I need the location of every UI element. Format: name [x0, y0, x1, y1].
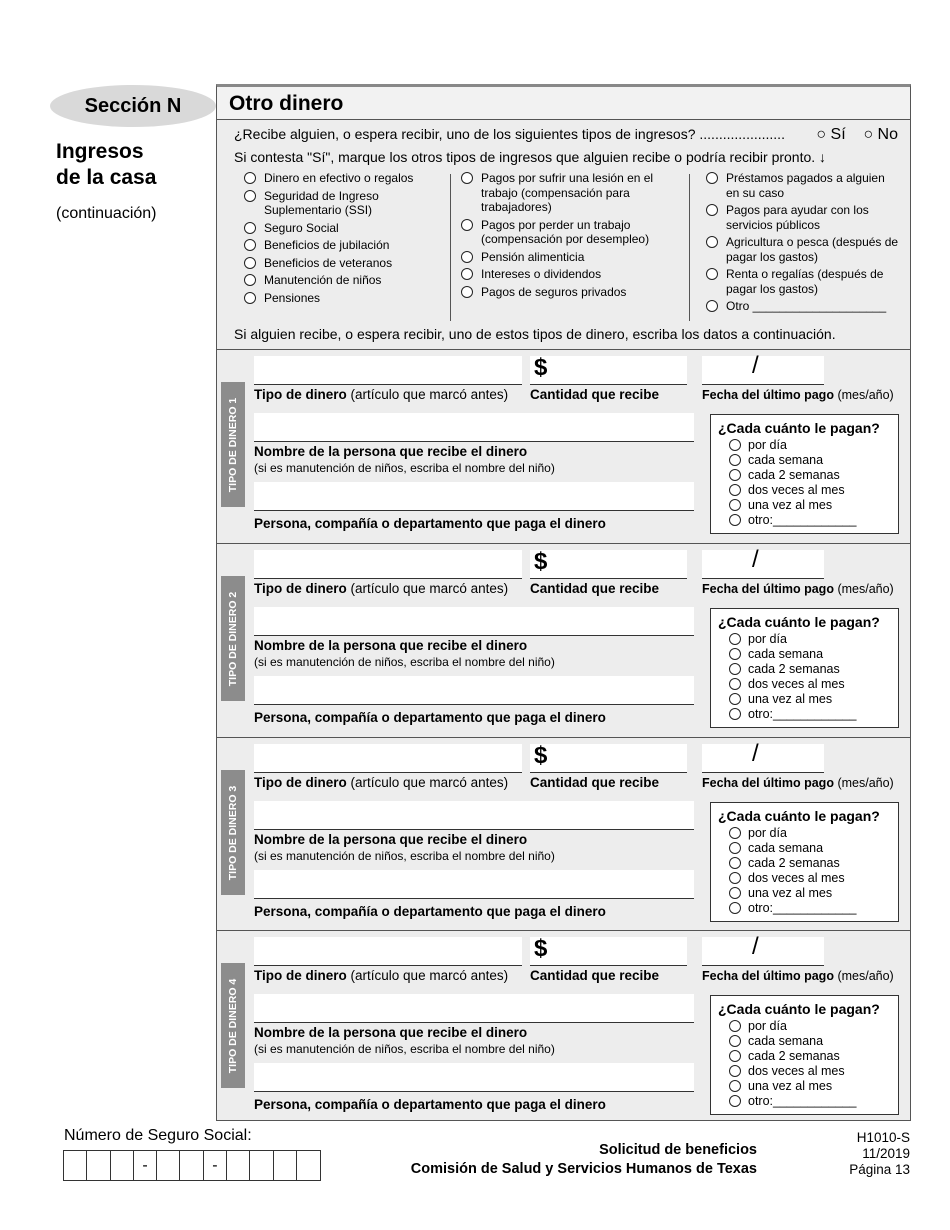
- frequency-title: ¿Cada cuánto le pagan?: [718, 614, 880, 630]
- yes-no-options: [816, 126, 898, 144]
- radio-circle-icon[interactable]: [244, 292, 256, 304]
- ssn-digit[interactable]: [227, 1151, 250, 1180]
- income-type-label: Pensiones: [264, 290, 321, 305]
- income-type-label: Beneficios de jubilación: [264, 238, 390, 252]
- money-type-label-note: (artículo que marcó antes): [350, 581, 509, 596]
- money-type-input[interactable]: [254, 550, 522, 579]
- section-tab-label: TIPO DE DINERO 2: [227, 591, 239, 686]
- amount-label: [530, 581, 659, 596]
- receiver-name-input[interactable]: [254, 994, 694, 1023]
- frequency-option-label: por día: [748, 438, 787, 452]
- radio-circle-icon[interactable]: [729, 1050, 741, 1062]
- receiver-name-note: (si es manutención de niños, escriba el nombre del niño): [254, 461, 555, 475]
- income-type-label: Pagos por perder un trabajo (compensación por desempleo): [481, 217, 650, 246]
- radio-circle-icon[interactable]: [244, 239, 256, 251]
- date-separator: /: [752, 933, 759, 960]
- receiver-name-label-text: Nombre de la persona que recibe el dinero: [254, 444, 528, 459]
- ssn-digit[interactable]: [157, 1151, 180, 1180]
- radio-circle-icon[interactable]: [729, 439, 741, 451]
- payer-label: [254, 904, 606, 919]
- yes-label: Sí: [830, 126, 846, 143]
- frequency-option-label: cada 2 semanas: [748, 1049, 840, 1063]
- income-type-option[interactable]: [244, 189, 454, 218]
- yes-radio[interactable]: ○ Sí: [816, 126, 846, 143]
- money-type-label: [254, 775, 508, 790]
- receiver-name-label: [254, 1025, 527, 1040]
- form-id: H1010-S: [856, 1130, 910, 1145]
- payer-input[interactable]: [254, 676, 694, 705]
- radio-circle-icon[interactable]: [729, 1080, 741, 1092]
- section-tab: [221, 963, 245, 1088]
- radio-circle-icon[interactable]: [729, 857, 741, 869]
- ssn-separator: -: [134, 1151, 157, 1180]
- frequency-option[interactable]: [729, 856, 840, 870]
- frequency-option[interactable]: [729, 1019, 787, 1033]
- radio-circle-icon[interactable]: [729, 1020, 741, 1032]
- frequency-option-label: por día: [748, 1019, 787, 1033]
- frequency-title: ¿Cada cuánto le pagan?: [718, 420, 880, 436]
- income-type-option[interactable]: [244, 171, 454, 186]
- money-type-label-note: (artículo que marcó antes): [350, 968, 509, 983]
- section-title: [56, 139, 156, 191]
- radio-circle-icon[interactable]: [244, 274, 256, 286]
- payer-label-text: Persona, compañía o departamento que paga el dinero: [254, 516, 606, 531]
- payment-frequency-box: [710, 995, 899, 1115]
- frequency-option-label: dos veces al mes: [748, 871, 845, 885]
- amount-label-text: Cantidad que recibe: [530, 581, 660, 596]
- frequency-option[interactable]: [729, 826, 787, 840]
- last-date-label-bold: Fecha del último pago: [702, 582, 834, 596]
- frequency-option[interactable]: [729, 692, 832, 706]
- radio-circle-icon[interactable]: [729, 454, 741, 466]
- section-tab: [221, 576, 245, 701]
- income-type-label: Manutención de niños: [264, 273, 382, 287]
- money-type-label: [254, 968, 508, 983]
- radio-circle-icon[interactable]: [729, 633, 741, 645]
- radio-circle-icon[interactable]: [706, 172, 718, 184]
- radio-circle-icon[interactable]: [729, 827, 741, 839]
- receiver-name-note: (si es manutención de niños, escriba el nombre del niño): [254, 849, 555, 863]
- money-type-label-bold: Tipo de dinero: [254, 581, 347, 596]
- payer-input[interactable]: [254, 1063, 694, 1092]
- frequency-option[interactable]: [729, 1094, 856, 1108]
- section-tab-label: TIPO DE DINERO 4: [227, 978, 239, 1073]
- footer-form-info: [411, 1141, 757, 1179]
- receiver-name-input[interactable]: [254, 607, 694, 636]
- frequency-option[interactable]: [729, 707, 856, 721]
- frequency-option[interactable]: [729, 647, 823, 661]
- radio-circle-icon[interactable]: [706, 300, 718, 312]
- payment-frequency-box: [710, 414, 899, 534]
- frequency-option-label: una vez al mes: [748, 1079, 833, 1093]
- dollar-sign: $: [534, 548, 548, 575]
- amount-label: [530, 775, 659, 790]
- last-payment-date-input[interactable]: [702, 550, 824, 579]
- radio-circle-icon[interactable]: [461, 219, 473, 231]
- ssn-digit[interactable]: [250, 1151, 273, 1180]
- page-number: Página 13: [849, 1162, 910, 1177]
- section-tab: [221, 770, 245, 895]
- radio-circle-icon[interactable]: [706, 236, 718, 248]
- frequency-option-label: una vez al mes: [748, 886, 833, 900]
- radio-circle-icon[interactable]: [729, 1035, 741, 1047]
- receiver-name-label-text: Nombre de la persona que recibe el dinero: [254, 832, 528, 847]
- section-subtitle: (continuación): [56, 205, 157, 222]
- agency-name: Comisión de Salud y Servicios Humanos de Texas: [410, 1161, 757, 1177]
- income-type-option[interactable]: [461, 285, 671, 300]
- receiver-name-label: [254, 638, 527, 653]
- income-type-option[interactable]: [706, 203, 901, 232]
- question-receives-income: [234, 126, 904, 142]
- income-type-option[interactable]: [706, 171, 901, 200]
- receiver-name-note: (si es manutención de niños, escriba el nombre del niño): [254, 655, 555, 669]
- ssn-digit[interactable]: [87, 1151, 110, 1180]
- frequency-option[interactable]: [729, 632, 787, 646]
- receiver-name-input[interactable]: [254, 801, 694, 830]
- last-payment-date-input[interactable]: [702, 356, 824, 385]
- last-payment-date-input[interactable]: [702, 744, 824, 773]
- frequency-option[interactable]: [729, 468, 840, 482]
- frequency-option[interactable]: [729, 453, 823, 467]
- ssn-label: Número de Seguro Social:: [64, 1127, 252, 1144]
- payer-input[interactable]: [254, 482, 694, 511]
- frequency-title: ¿Cada cuánto le pagan?: [718, 808, 880, 824]
- money-type-label: [254, 581, 508, 596]
- income-type-label: Otro ____________________: [726, 299, 887, 313]
- frequency-option[interactable]: [729, 1049, 840, 1063]
- amount-input[interactable]: [530, 550, 687, 579]
- frequency-option-label: dos veces al mes: [748, 1064, 845, 1078]
- arrow-down-icon: ↓: [819, 149, 827, 165]
- question-mark-types: [234, 149, 826, 165]
- dollar-sign: $: [534, 742, 548, 769]
- amount-input[interactable]: [530, 744, 687, 773]
- radio-circle-icon[interactable]: [729, 842, 741, 854]
- income-type-label: Pagos por sufrir una lesión en el trabajo (compensación para trabajadores): [481, 171, 654, 214]
- income-type-label: Seguridad de Ingreso Suplementario (SSI): [264, 188, 379, 217]
- money-type-label-bold: Tipo de dinero: [254, 775, 347, 790]
- money-type-label-note: (artículo que marcó antes): [350, 387, 509, 402]
- amount-input[interactable]: [530, 356, 687, 385]
- radio-circle-icon[interactable]: [729, 648, 741, 660]
- last-payment-date-label: [702, 388, 894, 402]
- money-type-input[interactable]: [254, 937, 522, 966]
- section-title-line2: de la casa: [56, 166, 157, 189]
- payer-label: [254, 710, 606, 725]
- dollar-sign: $: [534, 935, 548, 962]
- radio-circle-icon[interactable]: [461, 286, 473, 298]
- footer-form-meta: [849, 1130, 910, 1178]
- income-type-option[interactable]: [244, 291, 454, 306]
- radio-circle-icon[interactable]: [729, 484, 741, 496]
- income-type-label: Seguro Social: [264, 220, 339, 235]
- section-title-line1: Ingresos: [56, 140, 144, 163]
- frequency-title: ¿Cada cuánto le pagan?: [718, 1001, 880, 1017]
- income-type-option[interactable]: [706, 267, 901, 296]
- no-label: No: [877, 126, 898, 143]
- frequency-option-label: cada semana: [748, 841, 824, 855]
- frequency-option-label: dos veces al mes: [748, 677, 845, 691]
- income-type-option[interactable]: [461, 218, 671, 247]
- radio-circle-icon[interactable]: [729, 499, 741, 511]
- radio-circle-icon[interactable]: [461, 251, 473, 263]
- other-money-panel: [216, 84, 911, 1121]
- date-separator: /: [752, 740, 759, 767]
- radio-circle-icon[interactable]: [706, 268, 718, 280]
- frequency-option[interactable]: [729, 498, 832, 512]
- money-type-section: [217, 737, 910, 931]
- panel-title: Otro dinero: [229, 92, 344, 115]
- frequency-option[interactable]: [729, 513, 856, 527]
- income-type-label: Dinero en efectivo o regalos: [264, 171, 414, 185]
- money-type-label-bold: Tipo de dinero: [254, 968, 347, 983]
- frequency-option-label: otro:____________: [748, 707, 857, 721]
- payer-label: [254, 516, 606, 531]
- amount-label-text: Cantidad que recibe: [530, 387, 660, 402]
- payment-frequency-box: [710, 608, 899, 728]
- receiver-name-label: [254, 832, 527, 847]
- frequency-option[interactable]: [729, 841, 823, 855]
- income-type-option[interactable]: [244, 256, 454, 271]
- ssn-input[interactable]: [63, 1150, 321, 1181]
- last-date-label-bold: Fecha del último pago: [702, 388, 834, 402]
- form-date: 11/2019: [862, 1146, 910, 1161]
- frequency-option-label: cada 2 semanas: [748, 856, 840, 870]
- income-type-label: Renta o regalías (después de pagar los gastos): [726, 267, 884, 296]
- last-date-label-note: (mes/año): [837, 388, 894, 402]
- radio-circle-icon[interactable]: [729, 678, 741, 690]
- amount-label: [530, 387, 659, 402]
- payment-frequency-box: [710, 802, 899, 922]
- ssn-digit[interactable]: [64, 1151, 87, 1180]
- receiver-name-input[interactable]: [254, 413, 694, 442]
- last-payment-date-label: [702, 969, 894, 983]
- section-tab-label: TIPO DE DINERO 1: [227, 397, 239, 492]
- divider: [450, 174, 451, 321]
- frequency-option-label: otro:____________: [748, 513, 857, 527]
- radio-circle-icon[interactable]: [729, 663, 741, 675]
- question-write-details: Si alguien recibe, o espera recibir, uno de estos tipos de dinero, escriba los datos a continuación.: [234, 326, 836, 342]
- income-type-label: Préstamos pagados a alguien en su caso: [726, 171, 885, 200]
- radio-circle-icon[interactable]: [729, 708, 741, 720]
- amount-label-text: Cantidad que recibe: [530, 775, 660, 790]
- money-type-label-bold: Tipo de dinero: [254, 387, 347, 402]
- income-type-label: Pensión alimenticia: [481, 249, 585, 264]
- question1-text: ¿Recibe alguien, o espera recibir, uno de los siguientes tipos de ingresos? ......................: [234, 126, 785, 142]
- money-type-label-note: (artículo que marcó antes): [350, 775, 509, 790]
- radio-circle-icon[interactable]: [729, 887, 741, 899]
- frequency-option[interactable]: [729, 1064, 845, 1078]
- income-type-option[interactable]: [461, 267, 671, 282]
- section-label: [50, 85, 216, 127]
- radio-circle-icon[interactable]: [461, 268, 473, 280]
- money-type-input[interactable]: [254, 356, 522, 385]
- income-types-col2: [461, 171, 671, 302]
- frequency-option-label: por día: [748, 632, 787, 646]
- dollar-sign: $: [534, 354, 548, 381]
- ssn-digit[interactable]: [111, 1151, 134, 1180]
- amount-label-text: Cantidad que recibe: [530, 968, 660, 983]
- divider: [689, 174, 690, 321]
- payer-label-text: Persona, compañía o departamento que paga el dinero: [254, 1097, 606, 1112]
- frequency-option[interactable]: [729, 1034, 823, 1048]
- radio-circle-icon[interactable]: [729, 693, 741, 705]
- income-type-option[interactable]: [244, 221, 454, 236]
- frequency-option-label: dos veces al mes: [748, 483, 845, 497]
- frequency-option-label: una vez al mes: [748, 498, 833, 512]
- money-type-section: [217, 349, 910, 543]
- income-type-option[interactable]: [461, 171, 671, 215]
- section-label-text: Sección N: [84, 94, 182, 117]
- receiver-name-label: [254, 444, 527, 459]
- money-type-section: [217, 930, 910, 1124]
- ssn-separator: -: [204, 1151, 227, 1180]
- money-type-label: [254, 387, 508, 402]
- income-type-option[interactable]: [461, 250, 671, 265]
- payer-label-text: Persona, compañía o departamento que paga el dinero: [254, 710, 606, 725]
- money-type-section: [217, 543, 910, 737]
- radio-circle-icon[interactable]: [729, 1065, 741, 1077]
- last-payment-date-label: [702, 776, 894, 790]
- date-separator: /: [752, 546, 759, 573]
- income-type-option[interactable]: [244, 238, 454, 253]
- money-type-input[interactable]: [254, 744, 522, 773]
- frequency-option-label: por día: [748, 826, 787, 840]
- ssn-digit[interactable]: [180, 1151, 203, 1180]
- ssn-digit[interactable]: [274, 1151, 297, 1180]
- income-type-label: Pagos de seguros privados: [481, 284, 627, 299]
- radio-circle-icon[interactable]: [244, 190, 256, 202]
- income-type-option[interactable]: [244, 273, 454, 288]
- last-payment-date-input[interactable]: [702, 937, 824, 966]
- frequency-option[interactable]: [729, 871, 845, 885]
- frequency-option[interactable]: [729, 438, 787, 452]
- last-date-label-note: (mes/año): [837, 969, 894, 983]
- frequency-option-label: cada semana: [748, 1034, 824, 1048]
- question2-text: Si contesta "Sí", marque los otros tipos de ingresos que alguien recibe o podría recibir pronto.: [234, 149, 816, 165]
- receiver-name-label-text: Nombre de la persona que recibe el dinero: [254, 638, 528, 653]
- ssn-digit[interactable]: [297, 1151, 320, 1180]
- frequency-option[interactable]: [729, 662, 840, 676]
- income-types-col1: [244, 171, 454, 308]
- payer-label-text: Persona, compañía o departamento que paga el dinero: [254, 904, 606, 919]
- frequency-option[interactable]: [729, 886, 832, 900]
- radio-circle-icon[interactable]: [244, 257, 256, 269]
- receiver-name-note: (si es manutención de niños, escriba el nombre del niño): [254, 1042, 555, 1056]
- form-title: Solicitud de beneficios: [599, 1142, 757, 1158]
- frequency-option[interactable]: [729, 901, 856, 915]
- radio-circle-icon[interactable]: [244, 222, 256, 234]
- radio-circle-icon[interactable]: [729, 514, 741, 526]
- frequency-option-label: cada 2 semanas: [748, 662, 840, 676]
- frequency-option[interactable]: [729, 1079, 832, 1093]
- radio-circle-icon[interactable]: [706, 204, 718, 216]
- income-type-label: Beneficios de veteranos: [264, 255, 393, 270]
- date-separator: /: [752, 352, 759, 379]
- last-date-label-note: (mes/año): [837, 582, 894, 596]
- frequency-option[interactable]: [729, 483, 845, 497]
- frequency-option-label: una vez al mes: [748, 692, 833, 706]
- frequency-option-label: cada 2 semanas: [748, 468, 840, 482]
- radio-circle-icon[interactable]: [729, 902, 741, 914]
- radio-circle-icon[interactable]: [461, 172, 473, 184]
- income-types-col3: [706, 171, 901, 317]
- income-type-label: Pagos para ayudar con los servicios públicos: [726, 203, 869, 232]
- amount-input[interactable]: [530, 937, 687, 966]
- income-type-option[interactable]: [706, 299, 901, 314]
- frequency-option[interactable]: [729, 677, 845, 691]
- radio-circle-icon[interactable]: [729, 872, 741, 884]
- payer-label: [254, 1097, 606, 1112]
- no-radio[interactable]: ○ No: [863, 126, 898, 143]
- radio-circle-icon[interactable]: [729, 469, 741, 481]
- last-date-label-bold: Fecha del último pago: [702, 969, 834, 983]
- income-type-label: Agricultura o pesca (después de pagar los gastos): [726, 235, 899, 264]
- radio-circle-icon[interactable]: [244, 172, 256, 184]
- section-tab-label: TIPO DE DINERO 3: [227, 785, 239, 880]
- payer-input[interactable]: [254, 870, 694, 899]
- income-type-label: Intereses o dividendos: [481, 267, 602, 281]
- frequency-option-label: cada semana: [748, 647, 824, 661]
- last-date-label-bold: Fecha del último pago: [702, 776, 834, 790]
- radio-circle-icon[interactable]: [729, 1095, 741, 1107]
- last-date-label-note: (mes/año): [837, 776, 894, 790]
- frequency-option-label: otro:____________: [748, 901, 857, 915]
- income-type-option[interactable]: [706, 235, 901, 264]
- receiver-name-label-text: Nombre de la persona que recibe el dinero: [254, 1025, 528, 1040]
- amount-label: [530, 968, 659, 983]
- section-tab: [221, 382, 245, 507]
- frequency-option-label: otro:____________: [748, 1094, 857, 1108]
- last-payment-date-label: [702, 582, 894, 596]
- frequency-option-label: cada semana: [748, 453, 824, 467]
